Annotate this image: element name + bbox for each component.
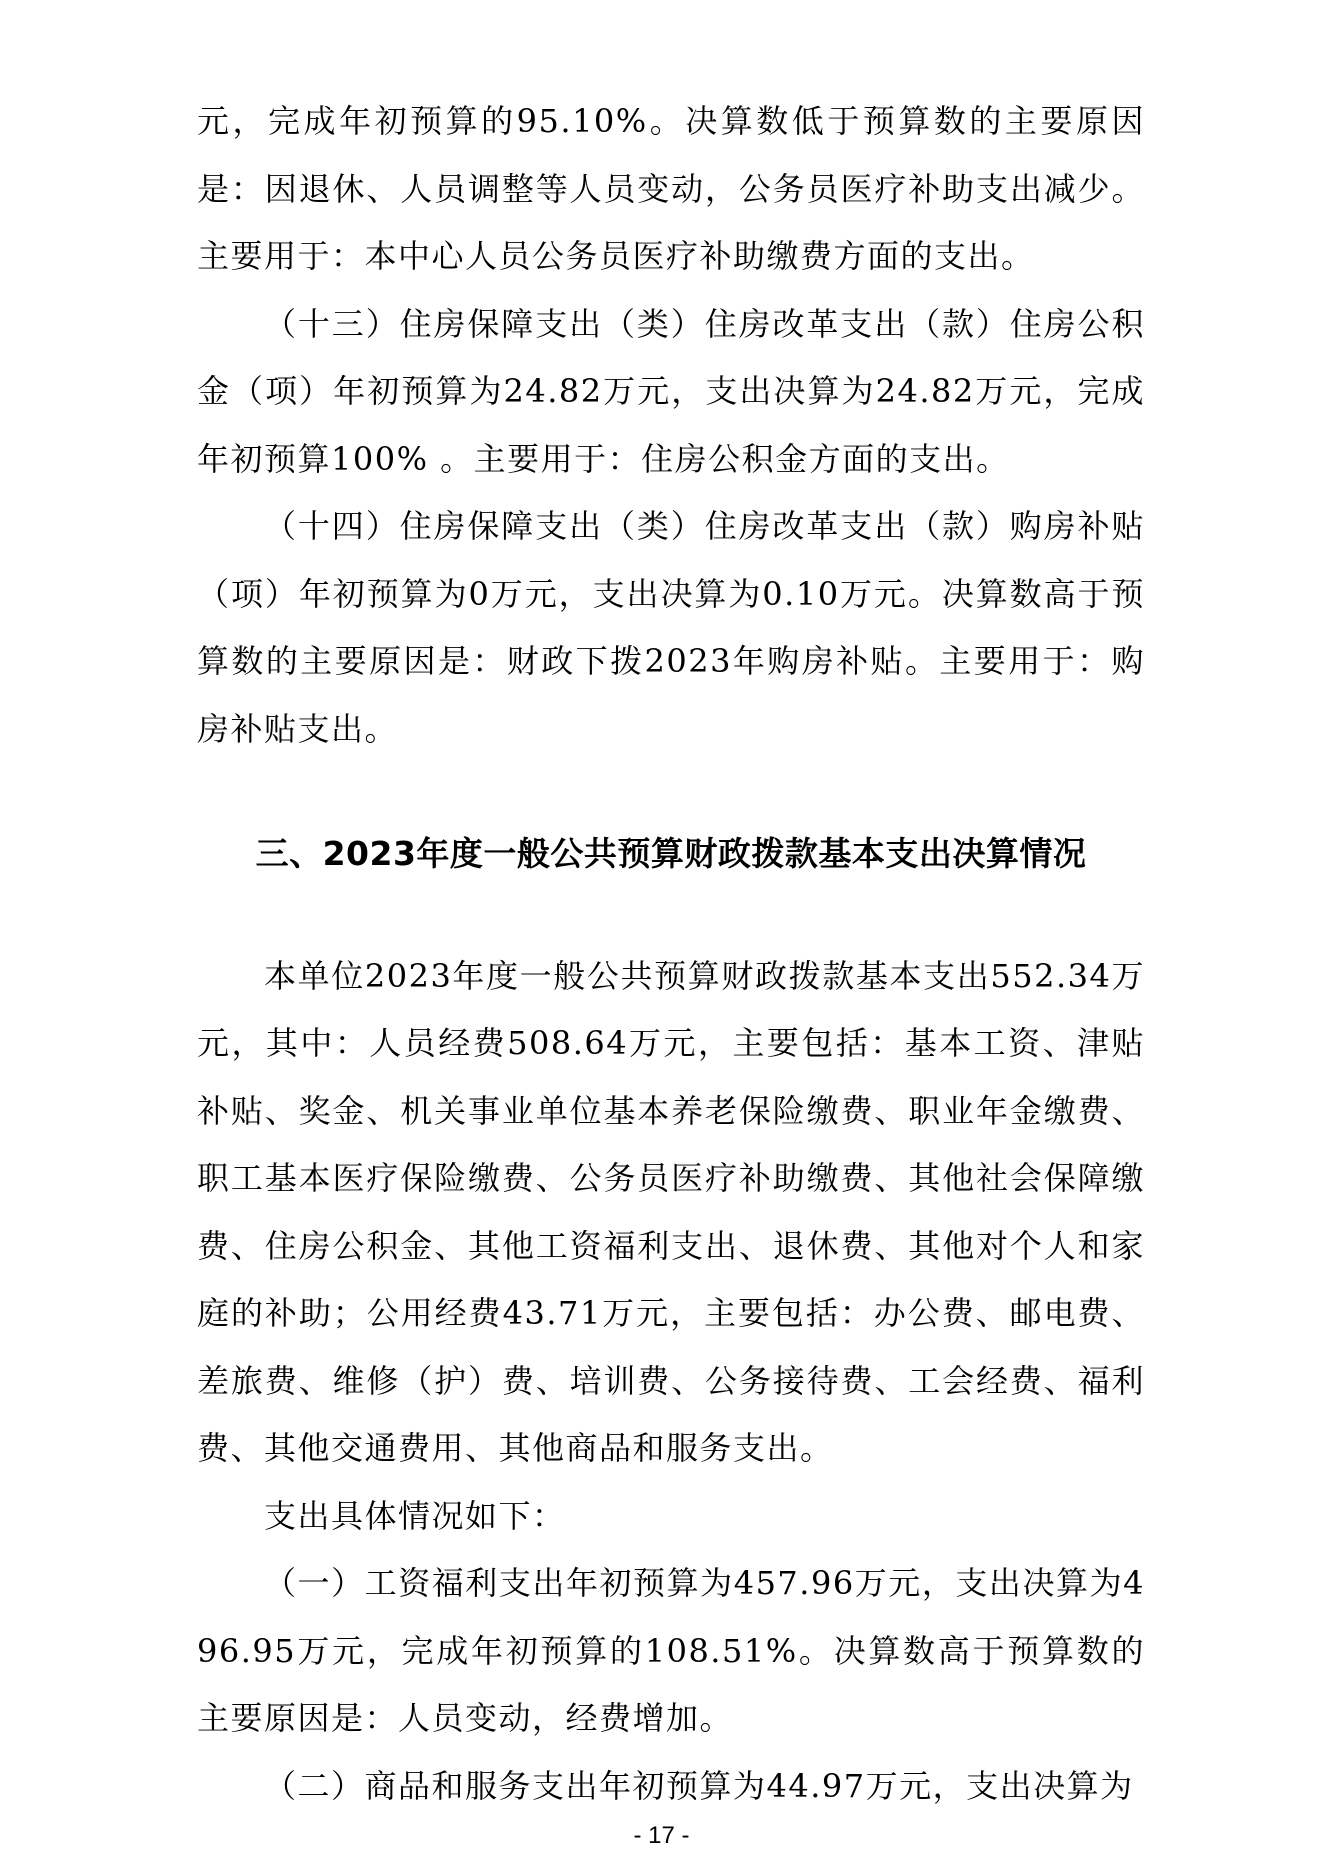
paragraph-housing-fund: （十三）住房保障支出（类）住房改革支出（款）住房公积金（项）年初预算为24.82万元，支出决算为24.82万元，完成年初预算100% 。主要用于：住房公积金方面的支出。 — [197, 304, 1145, 478]
paragraph-details-intro: 支出具体情况如下： — [264, 1496, 566, 1535]
paragraph-housing-subsidy: （十四）住房保障支出（类）住房改革支出（款）购房补贴（项）年初预算为0万元，支出决算为0.10万元。决算数高于预算数的主要原因是：财政下拨2023年购房补贴。主要用于：购房补贴支出。 — [197, 507, 1145, 748]
paragraph-wages-welfare: （一）工资福利支出年初预算为457.96万元，支出决算为496.95万元，完成年初预算的108.51%。决算数高于预算数的主要原因是：人员变动，经费增加。 — [197, 1564, 1145, 1737]
document-page — [197, 88, 1145, 1820]
paragraph-goods-services: （二）商品和服务支出年初预算为44.97万元，支出决算为 — [264, 1766, 1134, 1805]
paragraph-medical-subsidy-continued: 元，完成年初预算的95.10%。决算数低于预算数的主要原因是：因退休、人员调整等人员变动，公务员医疗补助支出减少。主要用于：本中心人员公务员医疗补助缴费方面的支出。 — [197, 102, 1145, 275]
section-heading: 三、2023年度一般公共预算财政拨款基本支出决算情况 — [255, 834, 1087, 873]
page-number: - 17 - — [633, 1822, 690, 1849]
paragraph-basic-expenditure-summary: 本单位2023年度一般公共预算财政拨款基本支出552.34万元，其中：人员经费508.64万元，主要包括：基本工资、津贴补贴、奖金、机关事业单位基本养老保险缴费、职业年金缴费、职工基本医疗保险缴费、公务员医疗补助缴费、其他社会保障缴费、住房公积金、其他工资福利支出、退休费、其他对个人和家庭的补助；公用经费43.71万元，主要包括：办公费、邮电费、差旅费、维修（护）费、培训费、公务接待费、工会经费、福利费、其他交通费用、其他商品和服务支出。 — [197, 956, 1145, 1467]
